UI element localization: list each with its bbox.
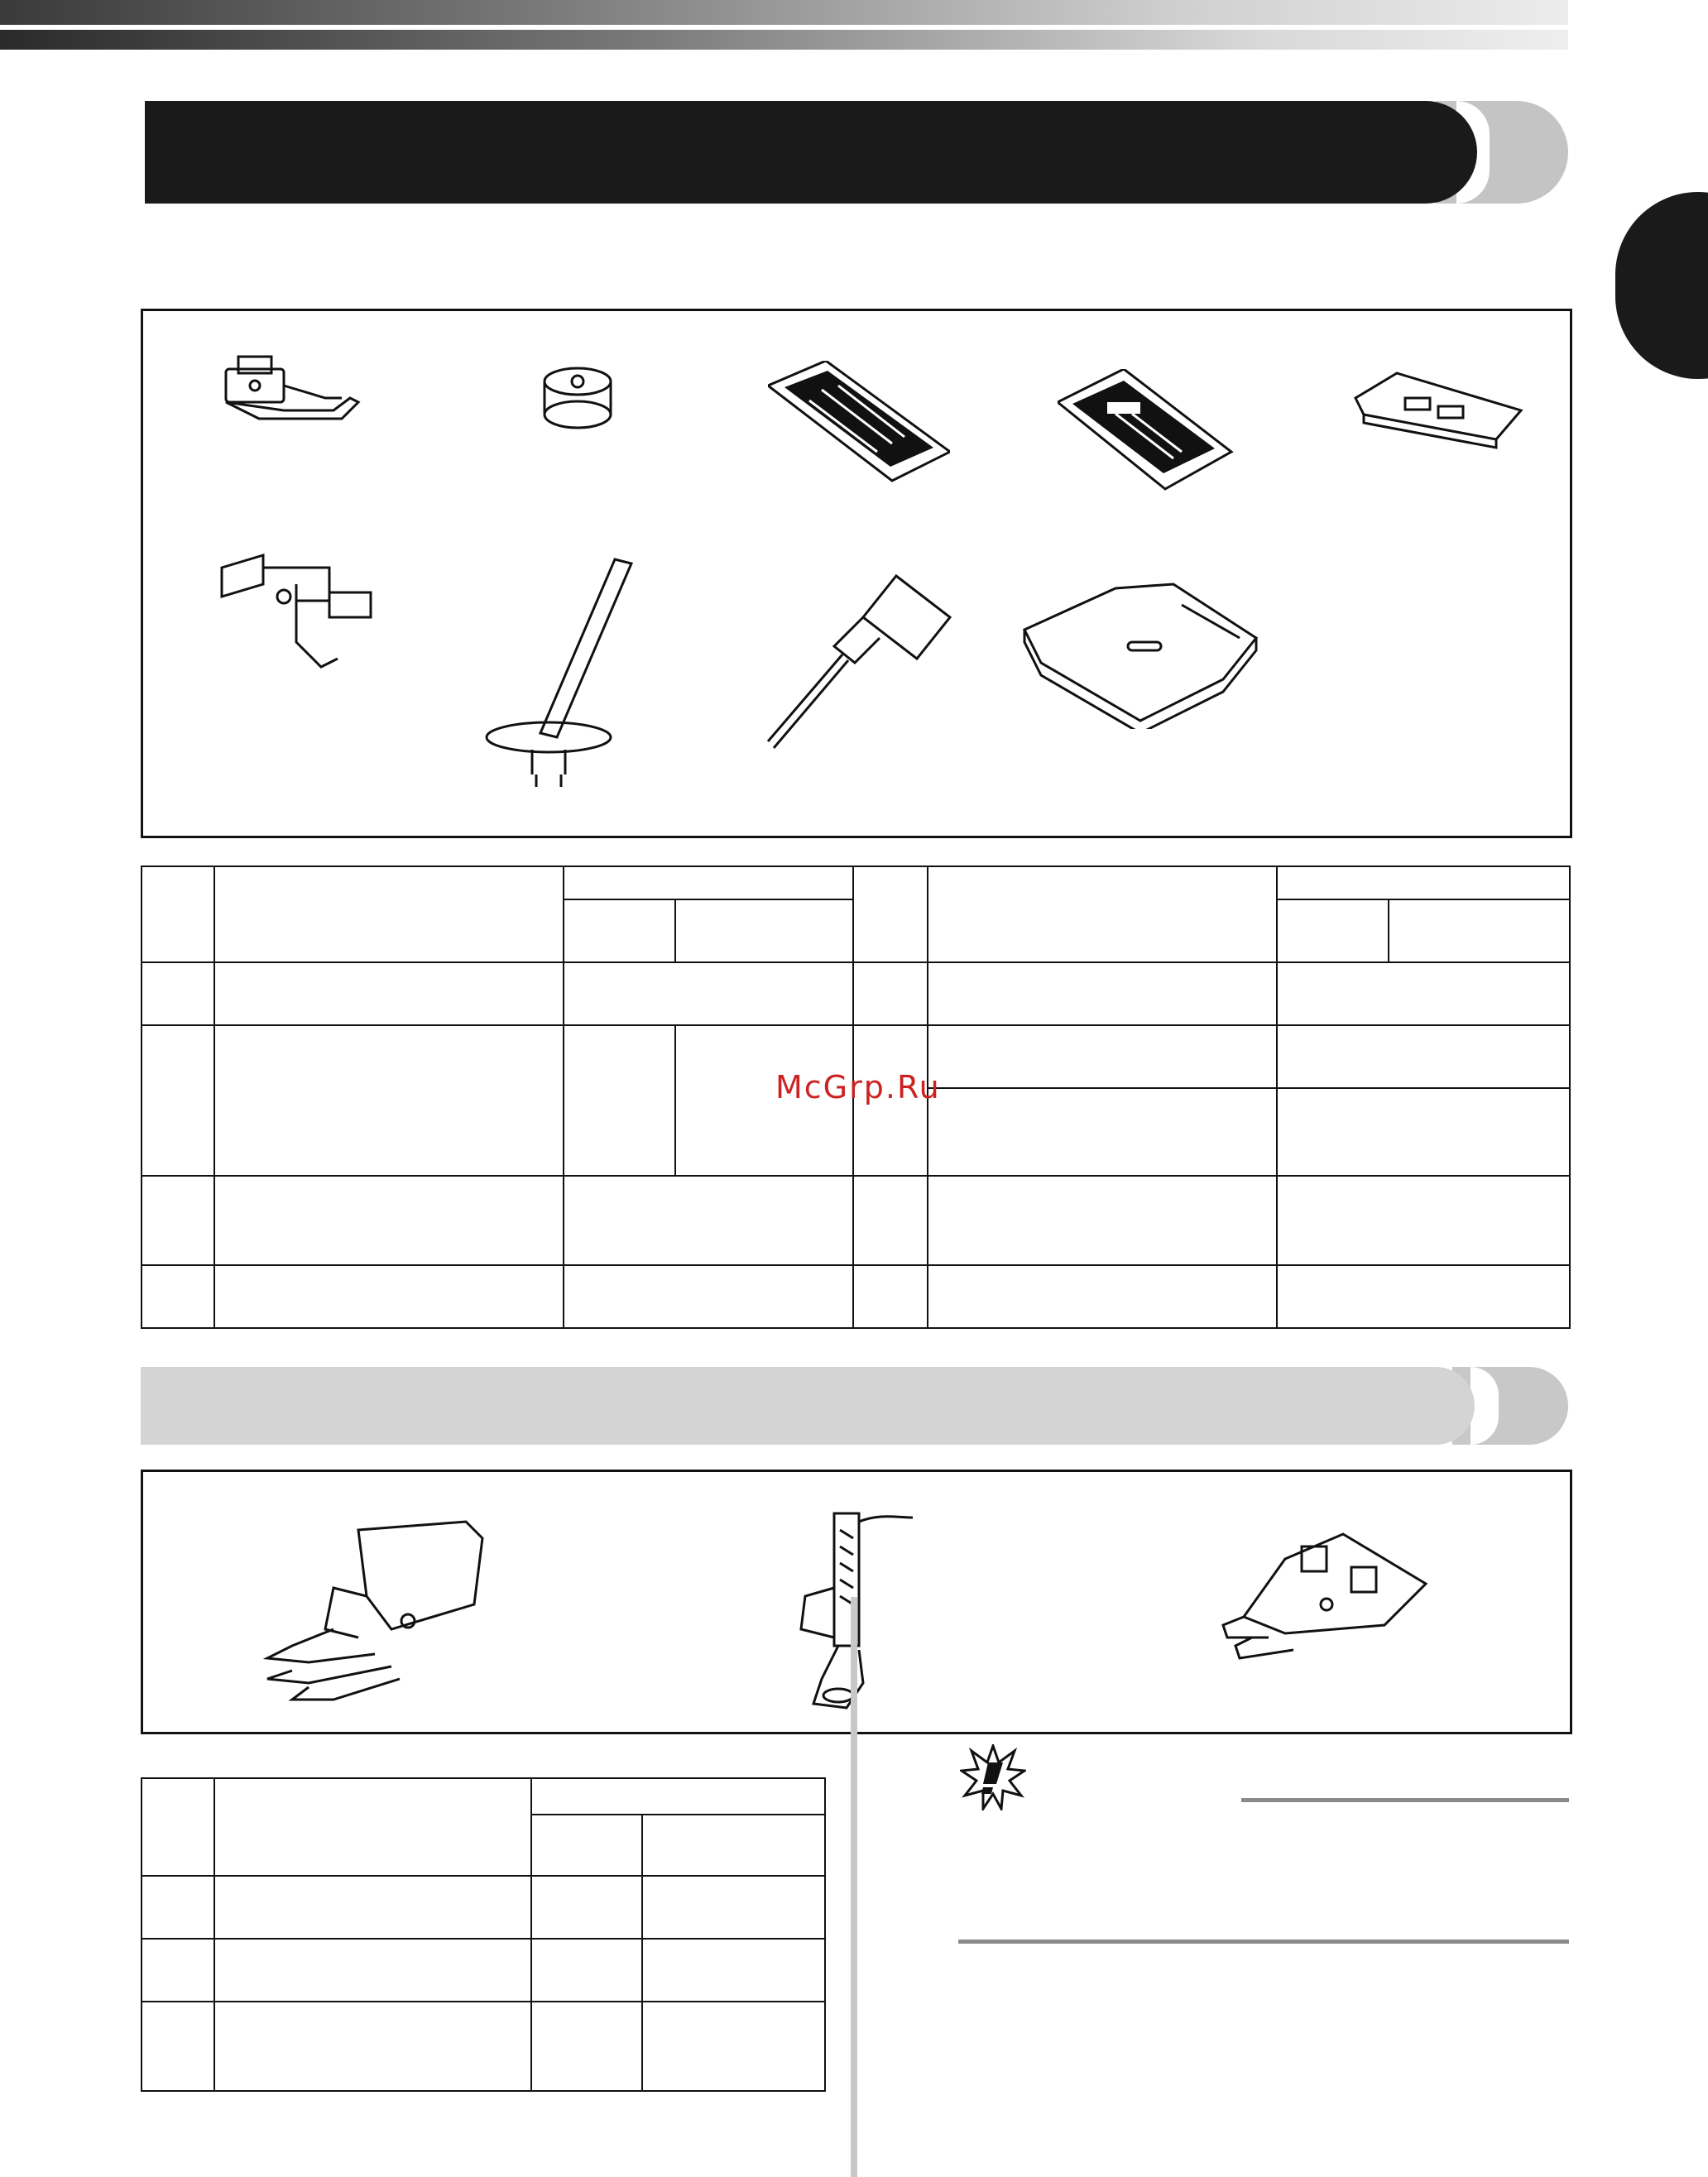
header-cell	[1277, 866, 1570, 899]
presser-foot-icon	[209, 352, 375, 452]
header-cell	[564, 866, 853, 899]
chapter-tab	[1615, 192, 1708, 379]
header-cell	[214, 866, 564, 962]
table-row	[142, 962, 1570, 1025]
callout-line	[851, 1597, 857, 2177]
header-cell	[1389, 899, 1570, 962]
note-rule-top	[1241, 1798, 1569, 1802]
table-row	[142, 1265, 1570, 1328]
buttonhole-foot-icon	[1347, 365, 1529, 456]
section-title-bar	[145, 101, 1568, 204]
needle-pack-icon	[768, 361, 950, 485]
header-cell	[853, 866, 928, 962]
foot-pedal-cover-icon	[1016, 572, 1264, 729]
quarter-inch-foot-icon	[1219, 1526, 1442, 1666]
note-burst-icon	[960, 1744, 1026, 1810]
twin-needle-pack-icon	[1058, 369, 1240, 493]
table-row	[142, 1876, 825, 1939]
header-cell	[642, 1815, 825, 1876]
bobbin-icon	[532, 361, 623, 435]
header-cell	[214, 1778, 531, 1876]
walking-foot-icon	[259, 1513, 507, 1712]
header-cell	[531, 1815, 642, 1876]
header-cell	[1277, 899, 1389, 962]
zipper-foot-icon	[205, 551, 379, 675]
header-cell	[675, 899, 853, 962]
header-cell	[142, 1778, 214, 1876]
header-cell	[531, 1778, 825, 1815]
note-rule-bottom	[958, 1940, 1569, 1944]
table-row	[142, 2002, 825, 2091]
accessories-figure	[141, 309, 1572, 838]
table-row	[142, 1939, 825, 2002]
header-cell	[142, 866, 214, 962]
header-cell	[564, 899, 675, 962]
quilting-foot-icon	[789, 1505, 938, 1720]
spool-pin-icon	[478, 551, 660, 799]
optional-section-bar	[141, 1367, 1568, 1445]
top-gradient-strip	[0, 0, 1568, 50]
optional-accessories-table	[141, 1777, 826, 2092]
watermark-text: McGrp.Ru	[775, 1069, 941, 1105]
table-row	[142, 1176, 1570, 1265]
screwdriver-icon	[756, 559, 971, 758]
header-cell	[928, 866, 1277, 962]
